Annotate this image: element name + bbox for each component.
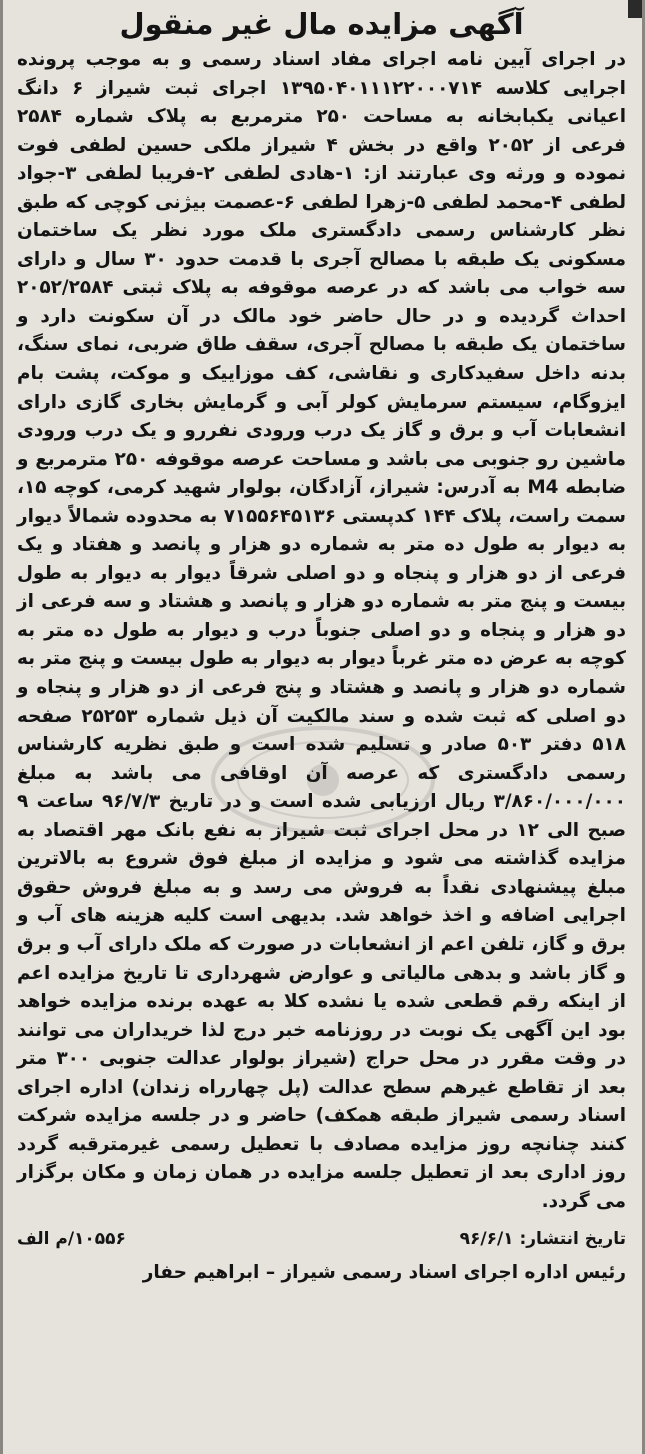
reference-code: ۱۰۵۵۶/م الف bbox=[17, 1229, 126, 1250]
notice-footer bbox=[15, 1226, 628, 1288]
publish-date: تاریخ انتشار: ۹۶/۶/۱ bbox=[459, 1229, 626, 1250]
notice-body: در اجرای آیین نامه اجرای مفاد اسناد رسمی و به موجب پرونده اجرایی کلاسه ۱۳۹۵۰۴۰۱۱۱۲۲۰۰۰۷۱۴ اجرای ثبت شیراز ۶ دانگ اعیانی یکبابخانه به مساحت ۲۵۰ مترمربع به پلاک شماره ۲۵۸۴ فرعی از ۲۰۵۲ واقع در بخش ۴ شیراز ملکی حسین لطفی فوت نموده و ورثه وی عبارتند از: ۱-هادی لطفی ۲-فریبا لطفی ۳-جواد لطفی ۴-محمد لطفی ۵-زهرا لطفی ۶-عصمت بیژنی کوچی که طبق نظر کارشناس رسمی دادگستری ملک مورد نظر یک ساختمان مسکونی یک طبقه با مصالح آجری با قدمت حدود ۳۰ سال و دارای سه خواب می باشد که در عرصه موقوفه به پلاک ثبتی ۲۰۵۲/۲۵۸۴ احداث گردیده و در حال حاضر خود مالک در آن سکونت دارد و ساختمان یک طبقه با مصالح آجری، سقف طاق ضربی، نمای سنگ، بدنه داخل سفیدکاری و نقاشی، کف موزاییک و موکت، پشت بام ایزوگام، سیستم سرمایش کولر آبی و گرمایش بخاری گازی دارای انشعابات آب و برق و گاز یک درب ورودی نفررو و یک درب ورودی ماشین رو جنوبی می باشد و مساحت عرصه موقوفه ۲۵۰ مترمربع و ضابطه M4 به آدرس: شیراز، آزادگان، بولوار شهید کرمی، کوچه ۱۵، سمت راست، پلاک ۱۴۴ کدپستی ۷۱۵۵۶۴۵۱۳۶ به محدوده شمالاً دیوار به دیوار به طول ده متر به شماره دو هزار و پانصد و هفتاد و یک فرعی از دو هزار و پنجاه و دو اصلی شرقاً دیوار به دیوار به طول بیست و پنج متر به شماره دو هزار و پانصد و هشتاد و سه فرعی از دو هزار و پنجاه و دو اصلی جنوباً درب و دیوار به طول ده متر به کوچه به عرض ده متر غرباً دیوار به دیوار به طول بیست و پنج متر به شماره دو هزار و پانصد و هشتاد و پنج فرعی از دو هزار و پنجاه و دو اصلی که ثبت شده و سند مالکیت آن ذیل شماره ۲۵۲۵۳ صفحه ۵۱۸ دفتر ۵۰۳ صادر و تسلیم شده است و طبق نظریه کارشناس رسمی دادگستری که عرصه آن اوقافی می باشد به مبلغ ۳/۸۶۰/۰۰۰/۰۰۰ ریال ارزیابی شده است و در تاریخ ۹۶/۷/۳ ساعت ۹ صبح الی ۱۲ در محل اجرای ثبت شیراز به نفع بانک مهر اقتصاد به مزایده گذاشته می شود و مزایده از مبلغ فوق شروع به بالاترین مبلغ پیشنهادی نقداً به فروش می رسد و به مبلغ فروش حقوق اجرایی اضافه و اخذ خواهد شد. بدیهی است کلیه هزینه های آب و برق و گاز، تلفن اعم از انشعابات در صورت که ملک دارای آب و برق و گاز باشد و بدهی مالیاتی و عوارض شهرداری تا تاریخ مزایده اعم از اینکه رقم قطعی شده یا نشده کلا به عهده برنده مزایده خواهد بود این آگهی یک نوبت در روزنامه خبر درج لذا خریداران می توانند در وقت مقرر در محل حراج (شیراز بولوار عدالت جنوبی ۳۰۰ متر بعد از تقاطع غیرهم سطح عدالت (پل چهارراه زندان) اداره اجرای اسناد رسمی شیراز طبقه همکف) حاضر و در جلسه مزایده شرکت کنند چنانچه روز مزایده مصادف با تعطیل رسمی غیرمترقبه گردد روز اداری بعد از تعطیل جلسه مزایده در همان زمان و مکان برگزار می گردد. bbox=[17, 49, 627, 1212]
signature-line: رئیس اداره اجرای اسناد رسمی شیراز – ابراهیم حفار bbox=[142, 1262, 626, 1284]
notice-title: آگهی مزایده مال غیر منقول bbox=[119, 7, 524, 41]
footer-meta-row bbox=[17, 1226, 626, 1252]
corner-mark bbox=[628, 0, 642, 18]
